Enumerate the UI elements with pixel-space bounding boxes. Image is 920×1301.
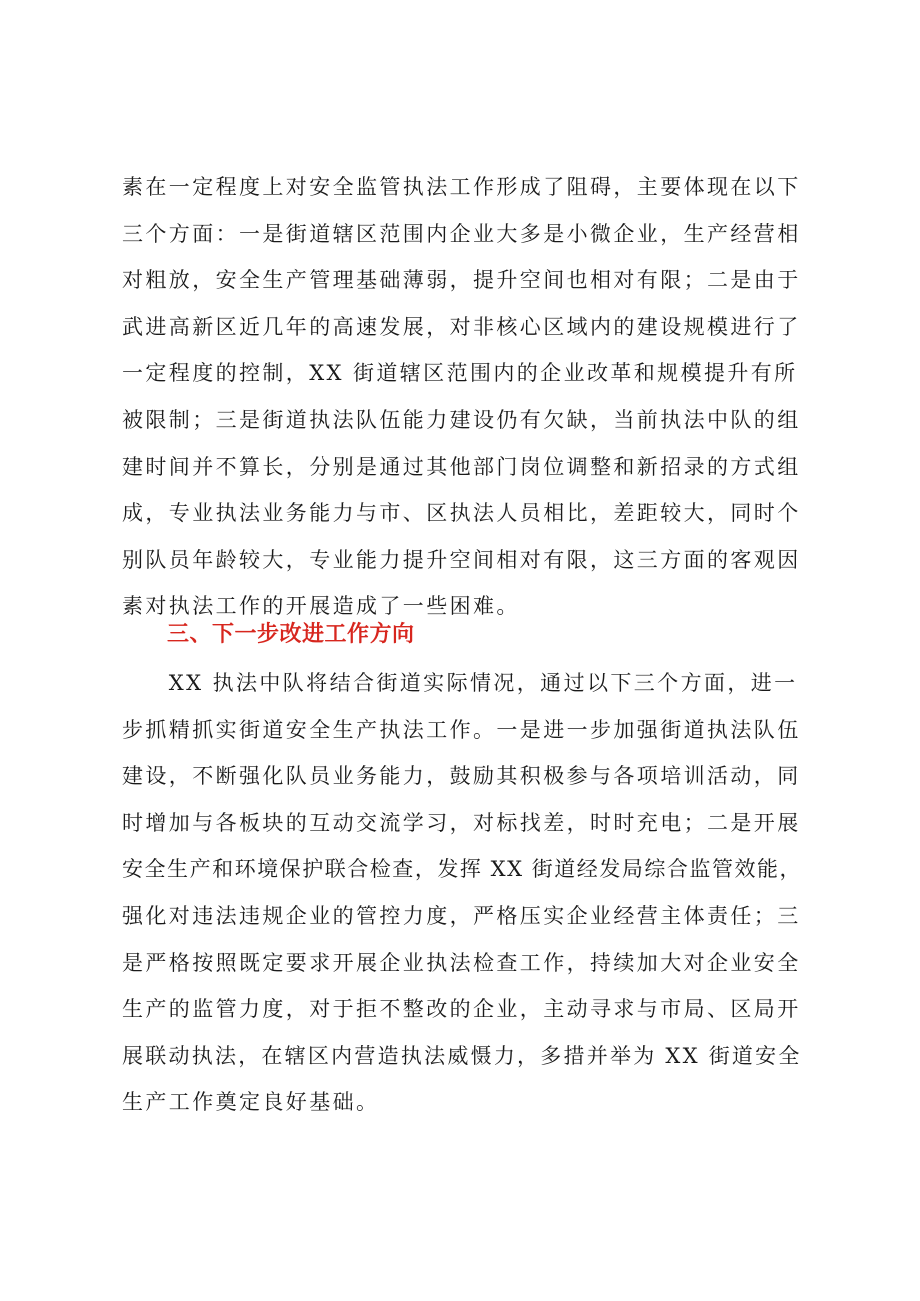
paragraph-line: 别队员年龄较大，专业能力提升空间相对有限，这三方面的客观因 xyxy=(122,547,801,572)
paragraph-line: 被限制；三是街道执法队伍能力建设仍有欠缺，当前执法中队的组 xyxy=(122,407,801,432)
paragraph-line: 素对执法工作的开展造成了一些困难。 xyxy=(122,594,520,619)
paragraph-line: 生产的监管力度，对于拒不整改的企业，主动寻求与市局、区局开 xyxy=(122,997,801,1022)
paragraph-line: 时增加与各板块的互动交流学习，对标找差，时时充电；二是开展 xyxy=(122,810,801,835)
paragraph-line: 素在一定程度上对安全监管执法工作形成了阻碍，主要体现在以下 xyxy=(122,175,801,199)
paragraph-line: 三个方面：一是街道辖区范围内企业大多是小微企业，生产经营相 xyxy=(122,221,801,246)
paragraph-line: 武进高新区近几年的高速发展，对非核心区域内的建设规模进行了 xyxy=(122,314,801,339)
paragraph-line: 建设，不断强化队员业务能力，鼓励其积极参与各项培训活动，同 xyxy=(122,764,801,789)
paragraph-line: 成，专业执法业务能力与市、区执法人员相比，差距较大，同时个 xyxy=(122,501,801,526)
paragraph-line: 一定程度的控制，XX 街道辖区范围内的企业改革和规模提升有所 xyxy=(122,361,798,386)
paragraph-line: 生产工作奠定良好基础。 xyxy=(122,1090,380,1115)
paragraph-line: 步抓精抓实街道安全生产执法工作。一是进一步加强街道执法队伍 xyxy=(122,717,801,742)
paragraph-line: XX 执法中队将结合街道实际情况，通过以下三个方面，进一 xyxy=(122,671,798,695)
paragraph-line: 安全生产和环境保护联合检查，发挥 XX 街道经发局综合监管效能， xyxy=(122,857,803,882)
paragraph-line: 对粗放，安全生产管理基础薄弱，提升空间也相对有限；二是由于 xyxy=(122,268,801,293)
paragraph-line: 强化对违法违规企业的管控力度，严格压实企业经营主体责任；三 xyxy=(122,903,801,928)
paragraph-obstacles xyxy=(122,164,802,630)
section-heading: 三、下一步改进工作方向 xyxy=(167,622,415,647)
paragraph-line: 建时间并不算长，分别是通过其他部门岗位调整和新招录的方式组 xyxy=(122,454,801,479)
paragraph-improvement-directions xyxy=(122,660,802,1126)
paragraph-line: 展联动执法，在辖区内营造执法威慑力，多措并举为 XX 街道安全 xyxy=(122,1043,802,1068)
paragraph-line: 是严格按照既定要求开展企业执法检查工作，持续加大对企业安全 xyxy=(122,950,801,975)
